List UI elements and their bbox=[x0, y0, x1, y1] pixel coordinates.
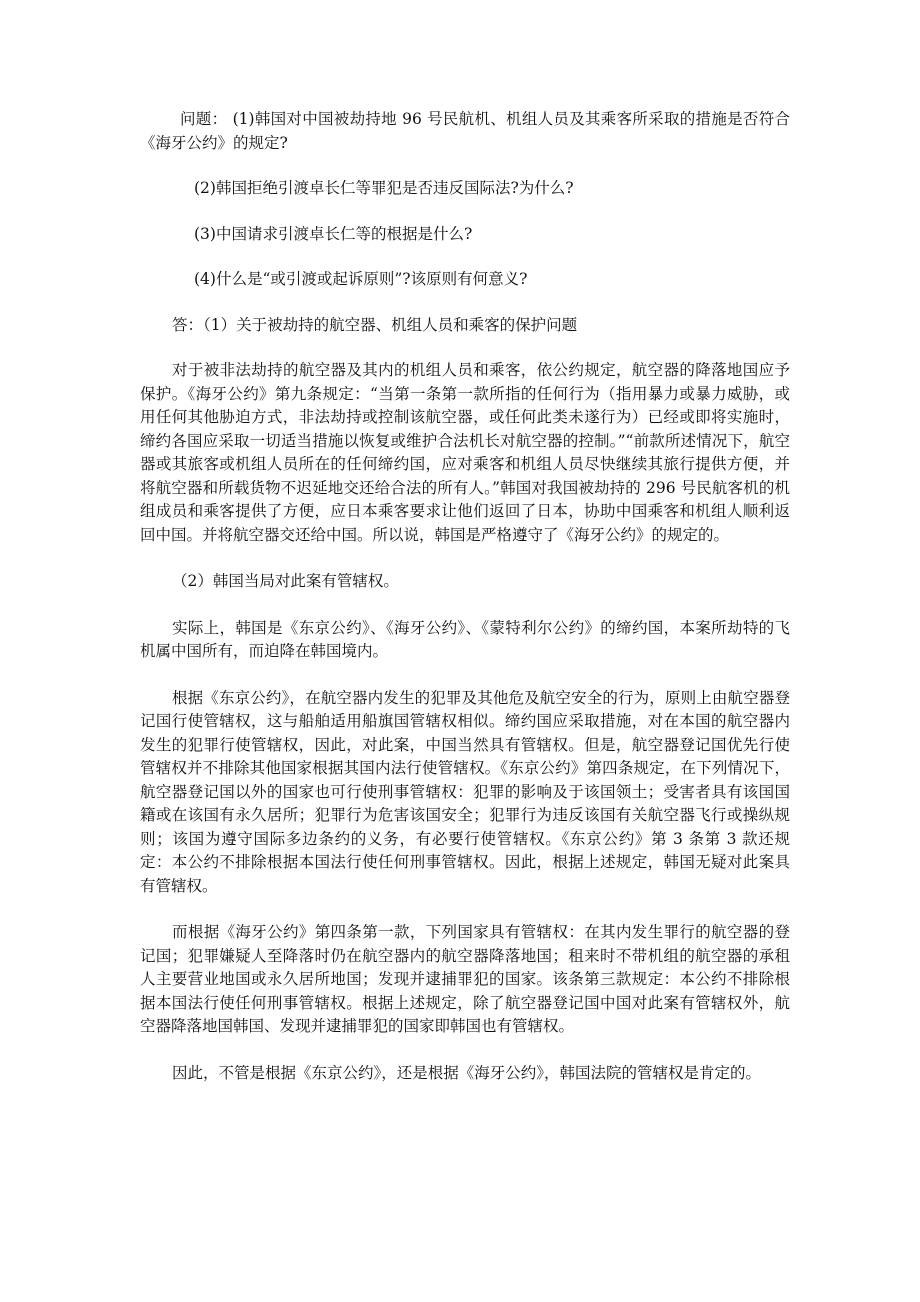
question-4: (4)什么是“或引渡或起诉原则”?该原则有何意义? bbox=[194, 270, 528, 288]
question-2: (2)韩国拒绝引渡卓长仁等罪犯是否违反国际法?为什么? bbox=[194, 179, 574, 197]
answer-paragraph-5: 因此，不管是根据《东京公约》，还是根据《海牙公约》，韩国法院的管辖权是肯定的。 bbox=[172, 1063, 762, 1082]
answer-paragraph-1: 对于被非法劫持的航空器及其内的机组人员和乘客，依公约规定，航空器的降落地国应予保护。《海牙公约》第九条规定：“当第一条第一款所指的任何行为（指用暴力或暴力威胁，或用任何其他胁迫方式，非法劫持或控制该航空器，或任何此类未遂行为）已经或即将实施时，缔约各国应采取一切适当措施以恢复或维护合法机长对航空器的控制。”“前款所述情况下，航空器或其旅客或机组人员所在的任何缔约国，应对乘客和机组人员尽快继续其旅行提供方便，并将航空器和所载货物不迟延地交还给合法的所有人。”韩国对我国被劫持的 296 号民航客机的机组成员和乘客提供了方便，应日本乘客要求让他们返回了日本，协助中国乘客和机组人顺利返回中国。并将航空器交还给中国。所以说，韩国是严格遵守了《海牙公约》的规定的。 bbox=[140, 361, 790, 544]
document-page bbox=[140, 108, 790, 1108]
question-1: 问题： (1)韩国对中国被劫持地 96 号民航机、机组人员及其乘客所采取的措施是否符合《海牙公约》的规定? bbox=[140, 110, 790, 152]
question-3: (3)中国请求引渡卓长仁等的根据是什么? bbox=[194, 224, 473, 243]
answer-heading-2: （2）韩国当局对此案有管辖权。 bbox=[172, 572, 399, 590]
answer-paragraph-3: 根据《东京公约》，在航空器内发生的犯罪及其他危及航空安全的行为，原则上由航空器登记国行使管辖权，这与船舶适用船旗国管辖权相似。缔约国应采取措施，对在本国的航空器内发生的犯罪行使管辖权，因此，对此案，中国当然具有管辖权。但是，航空器登记国优先行使管辖权并不排除其他国家根据其国内法行使管辖权。《东京公约》第四条规定，在下列情况下，航空器登记国以外的国家也可行使刑事管辖权：犯罪的影响及于该国领土；受害者具有该国国籍或在该国有永久居所；犯罪行为危害该国安全；犯罪行为违反该国有关航空器飞行或操纵规则；该国为遵守国际多边条约的义务，有必要行使管辖权。《东京公约》第 3 条第 3 款还规定：本公约不排除根据本国法行使任何刑事管辖权。因此，根据上述规定，韩国无疑对此案具有管辖权。 bbox=[140, 688, 790, 895]
answer-paragraph-2: 实际上，韩国是《东京公约》、《海牙公约》、《蒙特利尔公约》的缔约国，本案所劫特的飞机属中国所有，而迫降在韩国境内。 bbox=[140, 618, 790, 660]
answer-heading-1: 答：（1）关于被劫持的航空器、机组人员和乘客的保护问题 bbox=[172, 315, 578, 334]
answer-paragraph-4: 而根据《海牙公约》第四条第一款，下列国家具有管辖权：在其内发生罪行的航空器的登记国；犯罪嫌疑人至降落时仍在航空器内的航空器降落地国；租来时不带机组的航空器的承租人主要营业地国或永久居所地国；发现并逮捕罪犯的国家。该条第三款规定：本公约不排除根据本国法行使任何刑事管辖权。根据上述规定，除了航空器登记国中国对此案有管辖权外，航空器降落地国韩国、发现并逮捕罪犯的国家即韩国也有管辖权。 bbox=[140, 923, 790, 1035]
